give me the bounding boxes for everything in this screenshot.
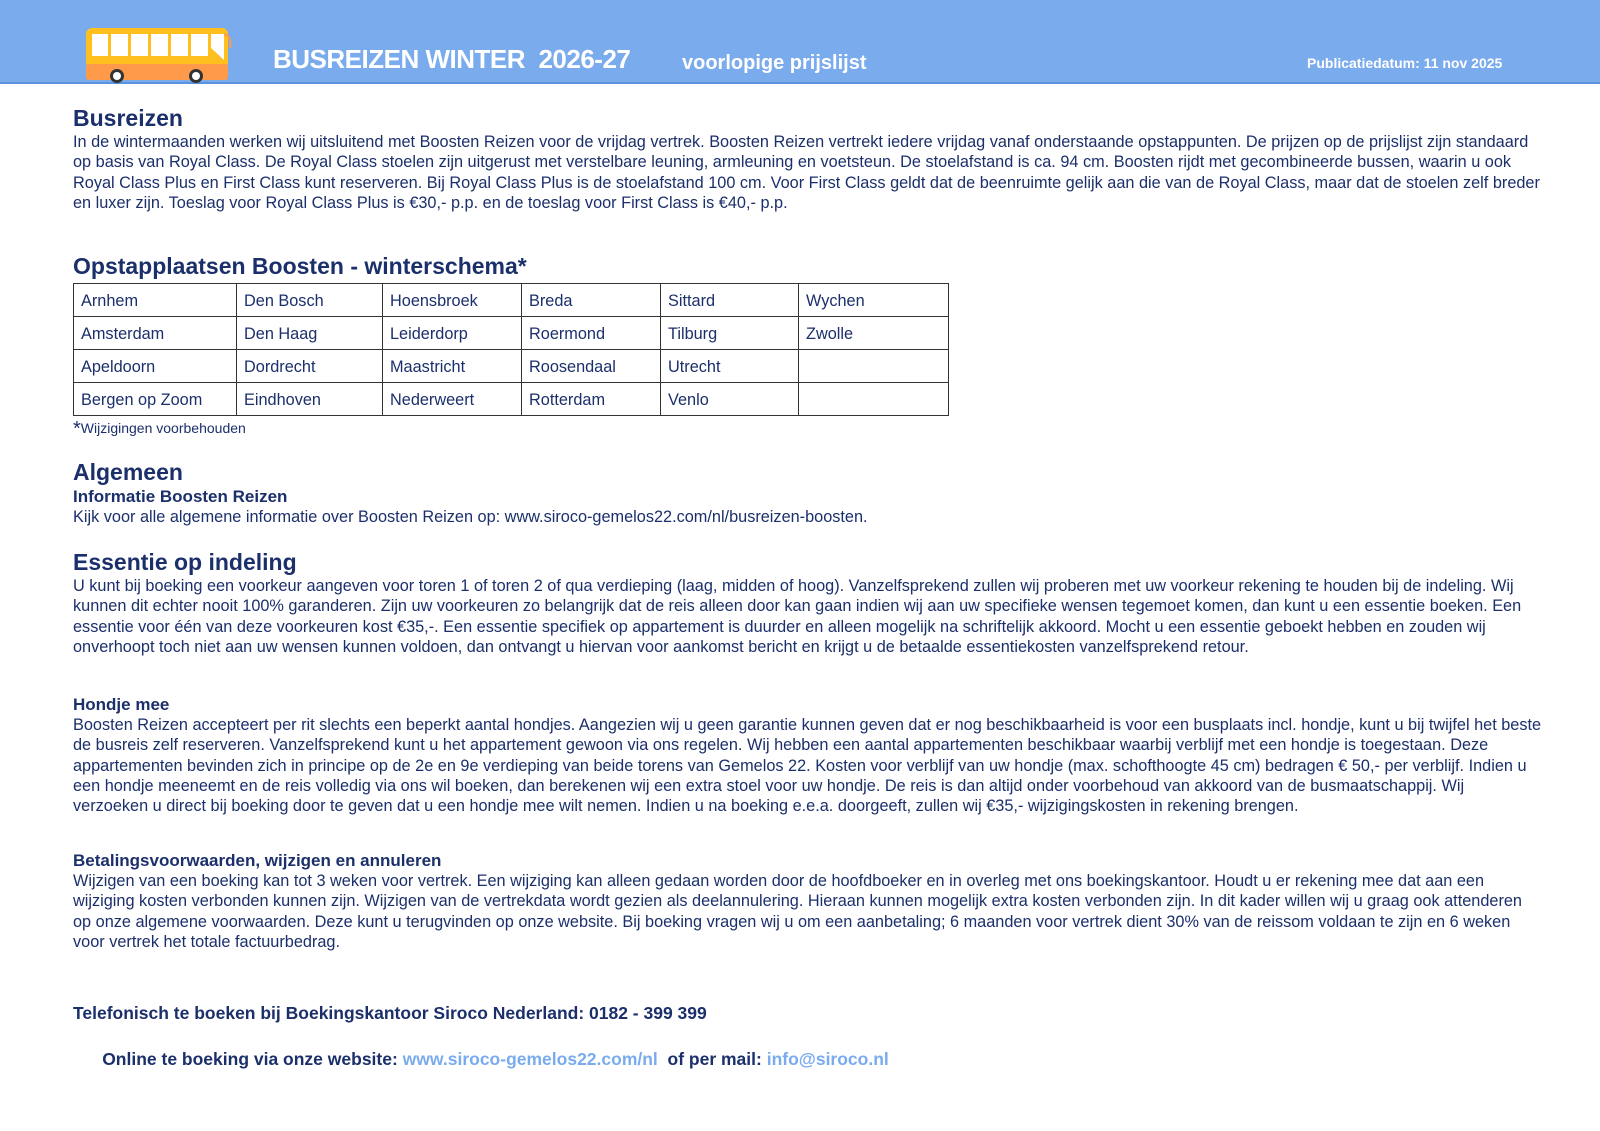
table-cell: Den Bosch (237, 284, 383, 317)
table-cell: Maastricht (383, 350, 522, 383)
bus-icon (84, 24, 236, 84)
mail-prefix: of per mail: (657, 1049, 767, 1069)
document-subtitle: voorlopige prijslijst (682, 52, 867, 74)
table-row (74, 350, 949, 383)
busreizen-heading: Busreizen (73, 105, 183, 131)
email-link[interactable]: info@siroco.nl (766, 1049, 889, 1069)
section-essentie (73, 548, 1543, 657)
table-cell: Roosendaal (522, 350, 661, 383)
section-betaling (73, 850, 1543, 952)
table-cell: Tilburg (661, 317, 799, 350)
table-cell: Wychen (799, 284, 949, 317)
opstapplaatsen-heading: Opstapplaatsen Boosten - winterschema* (73, 253, 527, 279)
table-cell: Sittard (661, 284, 799, 317)
table-cell (799, 383, 949, 416)
website-link[interactable]: www.siroco-gemelos22.com/nl (402, 1049, 658, 1069)
betaling-heading: Betalingsvoorwaarden, wijzigen en annuleren (73, 851, 442, 870)
section-busreizen (73, 104, 1543, 213)
table-cell: Hoensbroek (383, 284, 522, 317)
footnote-text: Wijzigingen voorbehouden (80, 420, 246, 436)
table-cell: Amsterdam (74, 317, 237, 350)
algemeen-heading: Algemeen (73, 459, 183, 485)
header-banner (0, 0, 1600, 84)
table-footnote (73, 418, 1543, 441)
section-algemeen (73, 458, 1543, 527)
phone-line: Telefonisch te boeken bij Boekingskantoor Siroco Nederland: 0182 - 399 399 (73, 1003, 707, 1023)
info-body: Kijk voor alle algemene informatie over Boosten Reizen op: www.siroco-gemelos22.com/nl/busreizen-boosten. (73, 508, 868, 526)
online-line (73, 1025, 1543, 1094)
table-cell: Den Haag (237, 317, 383, 350)
footnote-mark: * (73, 418, 81, 440)
section-hondje (73, 694, 1543, 816)
table-cell: Bergen op Zoom (74, 383, 237, 416)
opstapplaatsen-table (73, 283, 949, 416)
table-cell: Zwolle (799, 317, 949, 350)
table-cell: Breda (522, 284, 661, 317)
document-title: BUSREIZEN WINTER 2026-27 (273, 44, 631, 74)
essentie-heading: Essentie op indeling (73, 549, 297, 575)
publication-date: Publicatiedatum: 11 nov 2025 (1307, 55, 1503, 71)
essentie-body: U kunt bij boeking een voorkeur aangeven voor toren 1 of toren 2 of qua verdieping (laag, midden of hoog). Vanzelfsprekend zullen wij proberen met uw voorkeur rekening te houden bij de indeling. Wij kunnen dit echter nooit 100% garanderen. Zijn uw voorkeuren zo belangrijk dat de reis alleen door kan gaan indien wij aan uw specifieke wensen tegemoet komen, dan kunt u een essentie boeken. Een essentie voor één van deze voorkeuren kost €35,-. Een essentie specifiek op appartement is duurder en alleen mogelijk na schriftelijk akkoord. Mocht u een essentie geboekt hebben en zouden wij onverhoopt toch niet aan uw wensen kunnen voldoen, dan ontvangt u hiervan voor aankomst bericht en krijgt u de betaalde essentiekosten vanzelfsprekend retour. (73, 577, 1522, 656)
hondje-heading: Hondje mee (73, 695, 170, 714)
table-cell: Apeldoorn (74, 350, 237, 383)
table-cell: Leiderdorp (383, 317, 522, 350)
table-row (74, 284, 949, 317)
table-cell: Nederweert (383, 383, 522, 416)
table-cell (799, 350, 949, 383)
section-opstapplaatsen (73, 252, 1543, 441)
table-cell: Eindhoven (237, 383, 383, 416)
betaling-body: Wijzigen van een boeking kan tot 3 weken voor vertrek. Een wijziging kan alleen gedaan worden door de hoofdboeker en in overleg met ons boekingskantoor. Houdt u er rekening mee dat aan een wijziging kosten verbonden kunnen zijn. Wijzigen van de vertrekdata wordt gezien als deelannulering. Hieraan kunnen mogelijk extra kosten verbonden zijn. In dit kader willen wij u graag ook attenderen op onze algemene voorwaarden. Deze kunt u terugvinden op onze website. Bij boeking vragen wij u om een aanbetaling; 6 maanden voor vertrek dient 30% van de reissom voldaan te zijn en 6 weken voor vertrek het totale factuurbedrag. (73, 872, 1522, 951)
info-heading: Informatie Boosten Reizen (73, 487, 288, 506)
table-row (74, 383, 949, 416)
table-row (74, 317, 949, 350)
table-cell: Roermond (522, 317, 661, 350)
contact-block (73, 1002, 1543, 1094)
hondje-body: Boosten Reizen accepteert per rit slechts een beperkt aantal hondjes. Aangezien wij u geen garantie kunnen geven dat er nog beschikbaarheid is voor een busplaats incl. hondje, kunt u bij twijfel het beste de busreis zelf reserveren. Vanzelfsprekend kunt u het appartement gewoon via ons regelen. Wij hebben een aantal appartementen beschikbaar waarbij verblijf met een hondje is toegestaan. Deze appartementen bevinden zich in principe op de 2e en 9e verdieping van beide torens van Gemelos 22. Kosten voor verblijf van uw hondje (max. schofthoogte 45 cm) bedragen € 50,- per verblijf. Indien u een hondje meeneemt en de reis volledig via ons wil boeken, dan berekenen wij een extra stoel voor uw hondje. De reis is dan altijd onder voorbehoud van akkoord van de busmaatschappij. Wij verzoeken u direct bij boeking door te geven dat u een hondje mee wilt nemen. Indien u na boeking e.e.a. doorgeeft, zullen wij €35,- wijzigingskosten in rekening brengen. (73, 716, 1542, 816)
online-prefix: Online te boeking via onze website: (102, 1049, 403, 1069)
table-cell: Dordrecht (237, 350, 383, 383)
table-cell: Venlo (661, 383, 799, 416)
busreizen-body: In de wintermaanden werken wij uitsluitend met Boosten Reizen voor de vrijdag vertrek. Boosten Reizen vertrekt iedere vrijdag vanaf onderstaande opstappunten. De prijzen op de prijslijst zijn standaard op basis van Royal Class. De Royal Class stoelen zijn uitgerust met verstelbare leuning, armleuning en voetsteun. De stoelafstand is ca. 94 cm. Boosten rijdt met gecombineerde bussen, waarin u ook Royal Class Plus en First Class kunt reserveren. Bij Royal Class Plus is de stoelafstand 100 cm. Voor First Class geldt dat de beenruimte gelijk aan die van de Royal Class, maar dat de stoelen zelf breder en luxer zijn. Toeslag voor Royal Class Plus is €30,- p.p. en de toeslag voor First Class is €40,- p.p. (73, 133, 1540, 212)
table-cell: Arnhem (74, 284, 237, 317)
table-cell: Utrecht (661, 350, 799, 383)
table-cell: Rotterdam (522, 383, 661, 416)
